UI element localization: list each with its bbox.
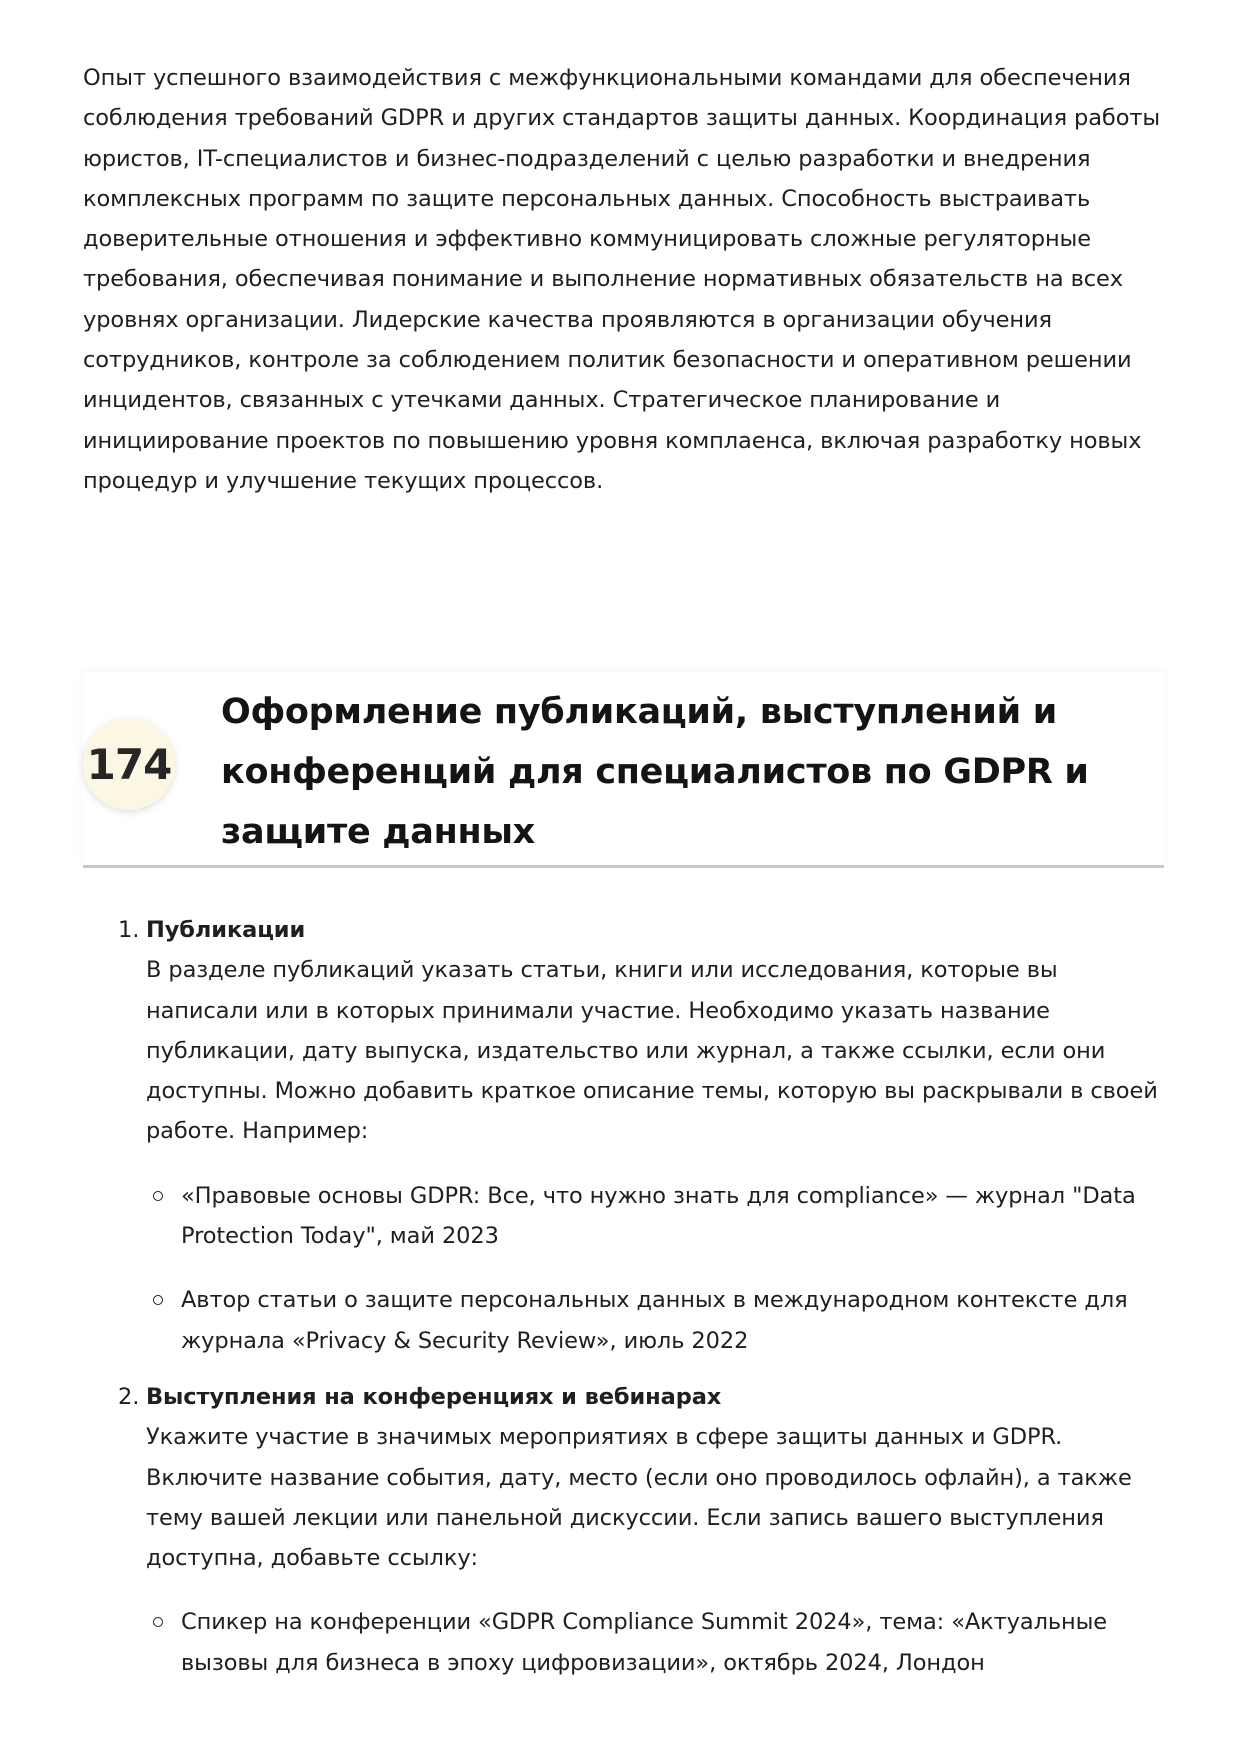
list-item-publications	[118, 910, 1168, 1152]
chapter-header	[83, 672, 1164, 868]
item-body: В разделе публикаций указать статьи, книги или исследования, которые вы написали или в которых принимали участие. Необходимо указать название публикации, дату выпуска, издательство или журнал, а также ссылки, если они доступны. Можно добавить краткое описание темы, которую вы раскрывали в своей работе. Например:	[146, 957, 1158, 1145]
item-number: 2.	[118, 1383, 140, 1410]
chapter-title: Оформление публикаций, выступлений и конференций для специалистов по GDPR и защите данных	[221, 692, 1089, 852]
intro-paragraph: Опыт успешного взаимодействия с межфункциональными командами для обеспечения соблюдения требований GDPR и других стандартов защиты данных. Координация работы юристов, IT-специалистов и бизнес-подразделений с целью разработки и внедрения комплексных программ по защите персональных данных. Способность выстраивать доверительные отношения и эффективно коммуницировать сложные регуляторные требования, обеспечивая понимание и выполнение нормативных обязательств на всех уровнях организации. Лидерские качества проявляются в организации обучения сотрудников, контроле за соблюдением политик безопасности и оперативном решении инцидентов, связанных с утечками данных. Стратегическое планирование и инициирование проектов по повышению уровня комплаенса, включая разработку новых процедур и улучшение текущих процессов.	[83, 65, 1161, 494]
sub-list-item: Автор статьи о защите персональных данных в международном контексте для журнала «Privacy & Security Review», июль 2022	[118, 1280, 1168, 1361]
item-title: Выступления на конференциях и вебинарах	[146, 1383, 722, 1410]
bullet-circle-icon	[153, 1295, 163, 1305]
item-number: 1.	[118, 917, 140, 943]
sub-list-item: «Правовые основы GDPR: Все, что нужно знать для compliance» — журнал "Data Protection Today", май 2023	[118, 1176, 1168, 1257]
sub-list	[118, 1602, 1168, 1683]
intro-section	[83, 58, 1163, 501]
item-body: Укажите участие в значимых мероприятиях в сфере защиты данных и GDPR. Включите название события, дату, место (если оно проводилось офлайн), а также тему вашей лекции или панельной дискуссии. Если запись вашего выступления доступна, добавьте ссылку:	[146, 1424, 1132, 1572]
list-item-talks	[118, 1377, 1168, 1578]
sub-list-item: Спикер на конференции «GDPR Compliance Summit 2024», тема: «Актуальные вызовы для бизнеса в эпоху цифровизации», октябрь 2024, Лондон	[118, 1602, 1168, 1683]
numbered-list	[118, 910, 1168, 1683]
bullet-circle-icon	[153, 1617, 163, 1627]
bullet-circle-icon	[153, 1191, 163, 1201]
sub-list	[118, 1176, 1168, 1361]
chapter-number-badge: 174	[83, 718, 175, 810]
item-title: Публикации	[146, 917, 306, 943]
